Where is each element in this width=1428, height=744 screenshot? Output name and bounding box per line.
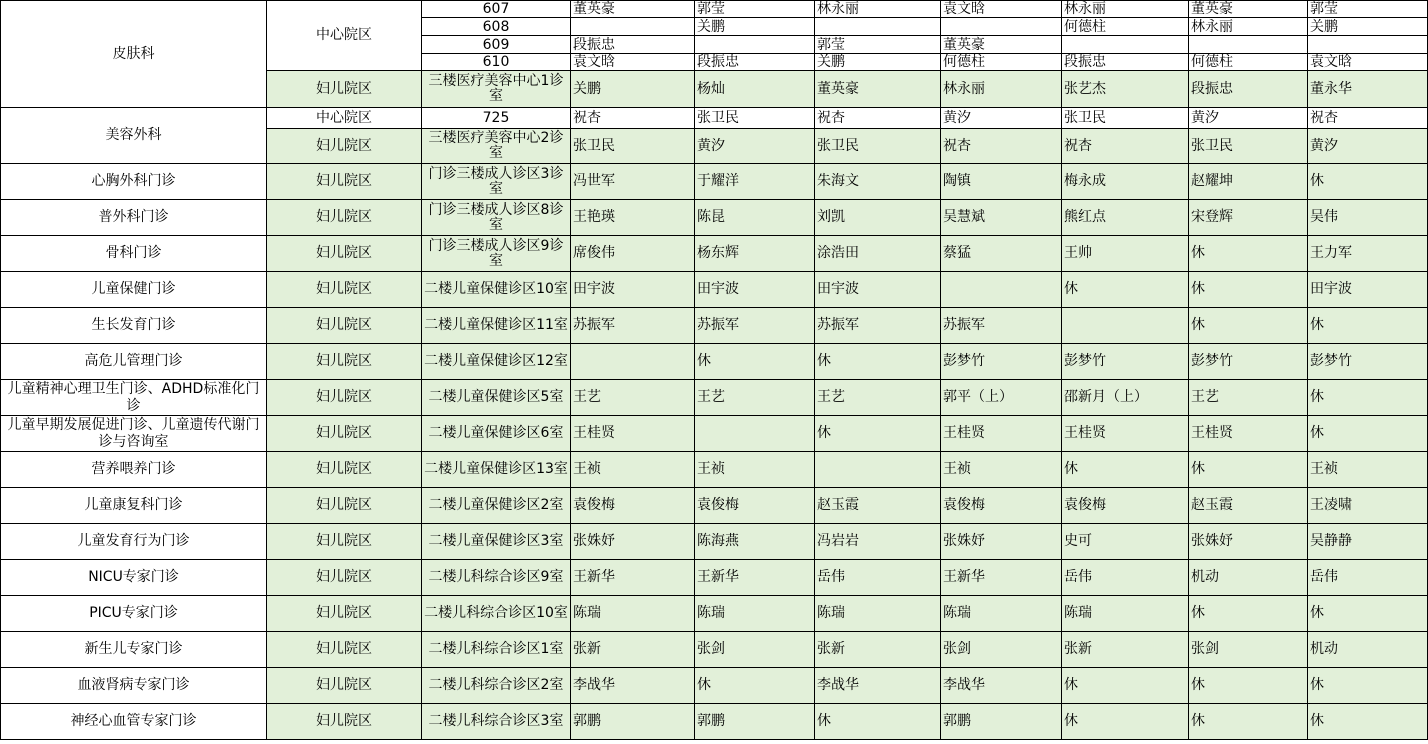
dept-cell: 皮肤科 <box>1 1 267 108</box>
doctor-cell: 赵耀坤 <box>1189 164 1308 200</box>
doctor-cell: 梅永成 <box>1062 164 1189 200</box>
dept-cell: 儿童康复科门诊 <box>1 488 267 524</box>
doctor-cell: 关鹏 <box>571 71 695 108</box>
doctor-cell: 王新华 <box>571 560 695 596</box>
doctor-cell: 郭鹏 <box>941 704 1062 740</box>
doctor-cell: 董英豪 <box>815 71 941 108</box>
doctor-cell: 祝杏 <box>1062 129 1189 164</box>
doctor-cell: 张卫民 <box>1062 108 1189 129</box>
doctor-cell: 张剑 <box>1189 632 1308 668</box>
doctor-cell: 张新 <box>571 632 695 668</box>
doctor-cell <box>1189 36 1308 54</box>
doctor-cell: 袁文晗 <box>1308 54 1428 71</box>
doctor-cell: 祝杏 <box>571 108 695 129</box>
doctor-cell <box>695 36 815 54</box>
table-row <box>1 380 1428 416</box>
doctor-cell: 张卫民 <box>815 129 941 164</box>
table-row <box>1 488 1428 524</box>
doctor-cell: 冯世军 <box>571 164 695 200</box>
room-cell: 二楼儿科综合诊区9室 <box>422 560 571 596</box>
doctor-cell: 董英豪 <box>571 1 695 18</box>
dept-cell: 高危儿管理门诊 <box>1 344 267 380</box>
campus-cell: 中心院区 <box>267 1 422 71</box>
table-row <box>1 596 1428 632</box>
doctor-cell: 王艺 <box>1189 380 1308 416</box>
table-row <box>1 1 1428 18</box>
doctor-cell: 苏振军 <box>941 308 1062 344</box>
doctor-cell: 休 <box>1308 668 1428 704</box>
doctor-cell: 陈瑞 <box>695 596 815 632</box>
doctor-cell: 袁俊梅 <box>695 488 815 524</box>
doctor-cell: 林永丽 <box>815 1 941 18</box>
doctor-cell <box>571 18 695 36</box>
doctor-cell: 王力军 <box>1308 236 1428 272</box>
table-row <box>1 560 1428 596</box>
campus-cell: 妇儿院区 <box>267 164 422 200</box>
room-cell: 609 <box>422 36 571 54</box>
doctor-cell: 张姝妤 <box>571 524 695 560</box>
doctor-cell: 吴慧斌 <box>941 200 1062 236</box>
doctor-cell: 王艺 <box>815 380 941 416</box>
table-row <box>1 632 1428 668</box>
doctor-cell <box>941 18 1062 36</box>
doctor-cell: 袁文晗 <box>941 1 1062 18</box>
doctor-cell: 陈瑞 <box>815 596 941 632</box>
doctor-cell: 吴静静 <box>1308 524 1428 560</box>
doctor-cell: 王新华 <box>695 560 815 596</box>
room-cell: 二楼儿童保健诊区5室 <box>422 380 571 416</box>
campus-cell: 妇儿院区 <box>267 668 422 704</box>
doctor-cell: 休 <box>1308 164 1428 200</box>
doctor-cell: 王桂贤 <box>571 416 695 452</box>
table-row <box>1 164 1428 200</box>
doctor-cell: 苏振军 <box>815 308 941 344</box>
room-cell: 607 <box>422 1 571 18</box>
doctor-cell: 休 <box>1308 308 1428 344</box>
dept-cell: 儿童保健门诊 <box>1 272 267 308</box>
doctor-cell <box>941 272 1062 308</box>
doctor-cell: 岳伟 <box>1062 560 1189 596</box>
room-cell: 门诊三楼成人诊区8诊室 <box>422 200 571 236</box>
dept-cell: 儿童精神心理卫生门诊、ADHD标准化门诊 <box>1 380 267 416</box>
doctor-cell: 陶镇 <box>941 164 1062 200</box>
doctor-cell: 王凌啸 <box>1308 488 1428 524</box>
campus-cell: 妇儿院区 <box>267 560 422 596</box>
doctor-cell: 袁俊梅 <box>1062 488 1189 524</box>
dept-cell: 心胸外科门诊 <box>1 164 267 200</box>
doctor-cell: 郭莹 <box>1308 1 1428 18</box>
room-cell: 二楼儿童保健诊区3室 <box>422 524 571 560</box>
campus-cell: 妇儿院区 <box>267 632 422 668</box>
campus-cell: 妇儿院区 <box>267 129 422 164</box>
doctor-cell: 田宇波 <box>571 272 695 308</box>
room-cell: 二楼儿童保健诊区12室 <box>422 344 571 380</box>
doctor-cell: 黄汐 <box>1189 108 1308 129</box>
room-cell: 二楼儿童保健诊区11室 <box>422 308 571 344</box>
doctor-cell: 休 <box>1308 380 1428 416</box>
campus-cell: 妇儿院区 <box>267 71 422 108</box>
doctor-cell: 熊红点 <box>1062 200 1189 236</box>
doctor-cell: 王祯 <box>941 452 1062 488</box>
doctor-cell: 黄汐 <box>1308 129 1428 164</box>
room-cell: 二楼儿科综合诊区3室 <box>422 704 571 740</box>
doctor-cell: 涂浩田 <box>815 236 941 272</box>
doctor-cell: 王桂贤 <box>1062 416 1189 452</box>
campus-cell: 妇儿院区 <box>267 704 422 740</box>
doctor-cell: 张姝妤 <box>1189 524 1308 560</box>
room-cell: 二楼儿童保健诊区2室 <box>422 488 571 524</box>
doctor-cell: 王桂贤 <box>941 416 1062 452</box>
doctor-cell: 张剑 <box>695 632 815 668</box>
doctor-cell <box>1308 36 1428 54</box>
doctor-cell: 何德柱 <box>1189 54 1308 71</box>
doctor-cell: 邵新月（上） <box>1062 380 1189 416</box>
campus-cell: 妇儿院区 <box>267 416 422 452</box>
doctor-cell <box>1062 308 1189 344</box>
campus-cell: 妇儿院区 <box>267 200 422 236</box>
doctor-cell: 田宇波 <box>815 272 941 308</box>
doctor-cell: 休 <box>815 704 941 740</box>
doctor-cell: 袁俊梅 <box>571 488 695 524</box>
doctor-cell: 陈海燕 <box>695 524 815 560</box>
dept-cell: 美容外科 <box>1 108 267 164</box>
doctor-cell: 董英豪 <box>941 36 1062 54</box>
doctor-cell <box>1062 36 1189 54</box>
doctor-cell: 段振忠 <box>571 36 695 54</box>
room-cell: 二楼儿科综合诊区1室 <box>422 632 571 668</box>
campus-cell: 妇儿院区 <box>267 524 422 560</box>
doctor-cell: 郭鹏 <box>571 704 695 740</box>
campus-cell: 妇儿院区 <box>267 308 422 344</box>
table-row <box>1 272 1428 308</box>
table-row <box>1 704 1428 740</box>
doctor-cell: 祝杏 <box>1308 108 1428 129</box>
doctor-cell: 机动 <box>1189 560 1308 596</box>
doctor-cell: 王祯 <box>1308 452 1428 488</box>
doctor-cell <box>695 416 815 452</box>
campus-cell: 妇儿院区 <box>267 380 422 416</box>
doctor-cell: 林永丽 <box>1062 1 1189 18</box>
room-cell: 三楼医疗美容中心1诊室 <box>422 71 571 108</box>
doctor-cell: 王帅 <box>1062 236 1189 272</box>
doctor-cell: 休 <box>1189 452 1308 488</box>
doctor-cell: 席俊伟 <box>571 236 695 272</box>
table-row <box>1 308 1428 344</box>
doctor-cell: 黄汐 <box>941 108 1062 129</box>
dept-cell: 生长发育门诊 <box>1 308 267 344</box>
doctor-cell: 彭梦竹 <box>1062 344 1189 380</box>
doctor-cell: 董永华 <box>1308 71 1428 108</box>
doctor-cell: 郭莹 <box>695 1 815 18</box>
dept-cell: 普外科门诊 <box>1 200 267 236</box>
doctor-cell: 休 <box>1062 704 1189 740</box>
doctor-cell: 宋登辉 <box>1189 200 1308 236</box>
campus-cell: 妇儿院区 <box>267 596 422 632</box>
table-row <box>1 236 1428 272</box>
room-cell: 门诊三楼成人诊区9诊室 <box>422 236 571 272</box>
doctor-cell: 蔡猛 <box>941 236 1062 272</box>
dept-cell: 骨科门诊 <box>1 236 267 272</box>
table-row <box>1 452 1428 488</box>
room-cell: 608 <box>422 18 571 36</box>
dept-cell: 神经心血管专家门诊 <box>1 704 267 740</box>
table-row <box>1 668 1428 704</box>
doctor-cell: 关鹏 <box>695 18 815 36</box>
doctor-cell: 田宇波 <box>1308 272 1428 308</box>
doctor-cell: 何德柱 <box>1062 18 1189 36</box>
doctor-cell: 王祯 <box>571 452 695 488</box>
room-cell: 二楼儿童保健诊区13室 <box>422 452 571 488</box>
doctor-cell: 张卫民 <box>1189 129 1308 164</box>
doctor-cell: 岳伟 <box>815 560 941 596</box>
room-cell: 725 <box>422 108 571 129</box>
table-row <box>1 344 1428 380</box>
doctor-cell: 休 <box>1308 596 1428 632</box>
doctor-cell: 郭平（上） <box>941 380 1062 416</box>
doctor-cell: 冯岩岩 <box>815 524 941 560</box>
doctor-cell: 休 <box>1189 596 1308 632</box>
doctor-cell: 陈瑞 <box>571 596 695 632</box>
doctor-cell <box>571 344 695 380</box>
doctor-cell: 张剑 <box>941 632 1062 668</box>
doctor-cell: 休 <box>1189 272 1308 308</box>
campus-cell: 妇儿院区 <box>267 488 422 524</box>
doctor-cell: 王艺 <box>695 380 815 416</box>
doctor-cell: 休 <box>695 668 815 704</box>
doctor-cell: 张新 <box>1062 632 1189 668</box>
doctor-cell: 史可 <box>1062 524 1189 560</box>
doctor-cell: 王新华 <box>941 560 1062 596</box>
doctor-cell: 刘凯 <box>815 200 941 236</box>
doctor-cell: 杨东辉 <box>695 236 815 272</box>
campus-cell: 妇儿院区 <box>267 236 422 272</box>
doctor-cell: 彭梦竹 <box>1189 344 1308 380</box>
doctor-cell: 王艳瑛 <box>571 200 695 236</box>
doctor-cell: 黄汐 <box>695 129 815 164</box>
dept-cell: 血液肾病专家门诊 <box>1 668 267 704</box>
doctor-cell: 休 <box>1308 704 1428 740</box>
campus-cell: 妇儿院区 <box>267 272 422 308</box>
table-row <box>1 108 1428 129</box>
doctor-cell: 李战华 <box>815 668 941 704</box>
doctor-cell: 吴伟 <box>1308 200 1428 236</box>
doctor-cell: 袁俊梅 <box>941 488 1062 524</box>
doctor-cell: 王祯 <box>695 452 815 488</box>
doctor-cell: 休 <box>815 344 941 380</box>
dept-cell: 营养喂养门诊 <box>1 452 267 488</box>
doctor-cell: 王桂贤 <box>1189 416 1308 452</box>
campus-cell: 妇儿院区 <box>267 452 422 488</box>
room-cell: 二楼儿科综合诊区10室 <box>422 596 571 632</box>
room-cell: 610 <box>422 54 571 71</box>
doctor-cell: 李战华 <box>571 668 695 704</box>
doctor-cell: 苏振军 <box>571 308 695 344</box>
doctor-cell: 赵玉霞 <box>815 488 941 524</box>
room-cell: 二楼儿科综合诊区2室 <box>422 668 571 704</box>
campus-cell: 妇儿院区 <box>267 344 422 380</box>
doctor-cell: 郭鹏 <box>695 704 815 740</box>
doctor-cell: 段振忠 <box>1062 54 1189 71</box>
doctor-cell <box>815 452 941 488</box>
doctor-cell: 关鹏 <box>815 54 941 71</box>
doctor-cell: 休 <box>1062 452 1189 488</box>
room-cell: 门诊三楼成人诊区3诊室 <box>422 164 571 200</box>
doctor-cell: 张姝妤 <box>941 524 1062 560</box>
doctor-cell: 休 <box>1062 668 1189 704</box>
schedule-body <box>1 1 1428 740</box>
doctor-cell: 祝杏 <box>815 108 941 129</box>
room-cell: 三楼医疗美容中心2诊室 <box>422 129 571 164</box>
doctor-cell: 李战华 <box>941 668 1062 704</box>
doctor-cell: 苏振军 <box>695 308 815 344</box>
room-cell: 二楼儿童保健诊区6室 <box>422 416 571 452</box>
doctor-cell: 林永丽 <box>1189 18 1308 36</box>
doctor-cell: 张卫民 <box>695 108 815 129</box>
doctor-cell: 祝杏 <box>941 129 1062 164</box>
dept-cell: NICU专家门诊 <box>1 560 267 596</box>
doctor-cell: 陈瑞 <box>941 596 1062 632</box>
doctor-cell: 董英豪 <box>1189 1 1308 18</box>
doctor-cell: 休 <box>815 416 941 452</box>
doctor-cell: 于耀洋 <box>695 164 815 200</box>
doctor-cell <box>815 18 941 36</box>
doctor-cell: 张新 <box>815 632 941 668</box>
doctor-cell: 休 <box>1062 272 1189 308</box>
doctor-cell: 赵玉霞 <box>1189 488 1308 524</box>
doctor-cell: 张卫民 <box>571 129 695 164</box>
doctor-cell: 休 <box>1308 416 1428 452</box>
doctor-cell: 陈昆 <box>695 200 815 236</box>
doctor-cell: 袁文晗 <box>571 54 695 71</box>
room-cell: 二楼儿童保健诊区10室 <box>422 272 571 308</box>
doctor-cell: 杨灿 <box>695 71 815 108</box>
doctor-cell: 休 <box>1189 668 1308 704</box>
campus-cell: 中心院区 <box>267 108 422 129</box>
table-row <box>1 200 1428 236</box>
doctor-cell: 田宇波 <box>695 272 815 308</box>
doctor-cell: 林永丽 <box>941 71 1062 108</box>
dept-cell: 儿童早期发展促进门诊、儿童遗传代谢门诊与咨询室 <box>1 416 267 452</box>
table-row <box>1 416 1428 452</box>
doctor-cell: 岳伟 <box>1308 560 1428 596</box>
doctor-cell: 彭梦竹 <box>941 344 1062 380</box>
dept-cell: PICU专家门诊 <box>1 596 267 632</box>
doctor-cell: 休 <box>1189 308 1308 344</box>
doctor-cell: 王艺 <box>571 380 695 416</box>
doctor-cell: 彭梦竹 <box>1308 344 1428 380</box>
dept-cell: 新生儿专家门诊 <box>1 632 267 668</box>
doctor-cell: 休 <box>695 344 815 380</box>
dept-cell: 儿童发育行为门诊 <box>1 524 267 560</box>
doctor-cell: 朱海文 <box>815 164 941 200</box>
doctor-cell: 郭莹 <box>815 36 941 54</box>
doctor-cell: 机动 <box>1308 632 1428 668</box>
doctor-cell: 休 <box>1189 236 1308 272</box>
doctor-cell: 张艺杰 <box>1062 71 1189 108</box>
doctor-cell: 陈瑞 <box>1062 596 1189 632</box>
doctor-cell: 段振忠 <box>695 54 815 71</box>
table-row <box>1 524 1428 560</box>
doctor-cell: 关鹏 <box>1308 18 1428 36</box>
doctor-cell: 休 <box>1189 704 1308 740</box>
doctor-cell: 段振忠 <box>1189 71 1308 108</box>
doctor-cell: 何德柱 <box>941 54 1062 71</box>
